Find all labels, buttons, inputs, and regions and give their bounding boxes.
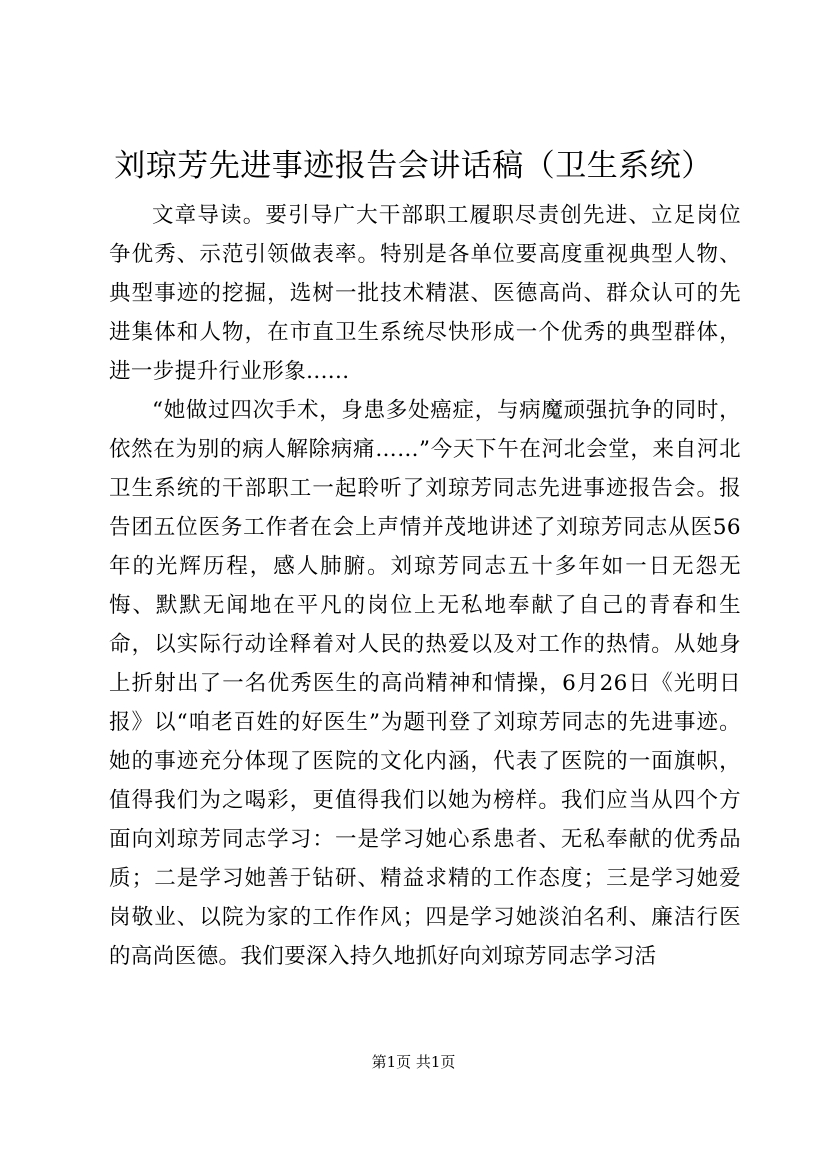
paragraph-intro: 文章导读。要引导广大干部职工履职尽责创先进、立足岗位争优秀、示范引领做表率。特别是各单位要高度重视典型人物、典型事迹的挖掘，选树一批技术精湛、医德高尚、群众认可的先进集体和人物，在市直卫生系统尽快形成一个优秀的典型群体，进一步提升行业形象......	[109, 203, 741, 384]
document-body	[109, 196, 741, 976]
paragraph-main: “她做过四次手术，身患多处癌症，与病魔顽强抗争的同时，依然在为别的病人解除病痛……”今天下午在河北会堂，来自河北卫生系统的干部职工一起聆听了刘琼芳同志先进事迹报告会。报告团五位医务工作者在会上声情并茂地讲述了刘琼芳同志从医56年的光辉历程，感人肺腑。刘琼芳同志五十多年如一日无怨无悔、默默无闻地在平凡的岗位上无私地奉献了自己的青春和生命，以实际行动诠释着对人民的热爱以及对工作的热情。从她身上折射出了一名优秀医生的高尚精神和情操，6月26日《光明日报》以“咱老百姓的好医生”为题刊登了刘琼芳同志的先进事迹。她的事迹充分体现了医院的文化内涵，代表了医院的一面旗帜，值得我们为之喝彩，更值得我们以她为榜样。我们应当从四个方面向刘琼芳同志学习：一是学习她心系患者、无私奉献的优秀品质；二是学习她善于钻研、精益求精的工作态度；三是学习她爱岗敬业、以院为家的工作作风；四是学习她淡泊名利、廉洁行医的高尚医德。我们要深入持久地抓好向刘琼芳同志学习活	[109, 398, 741, 969]
page-number-footer: 第1页 共1页	[371, 1053, 456, 1071]
document-title: 刘琼芳先进事迹报告会讲话稿（卫生系统）	[114, 148, 713, 184]
